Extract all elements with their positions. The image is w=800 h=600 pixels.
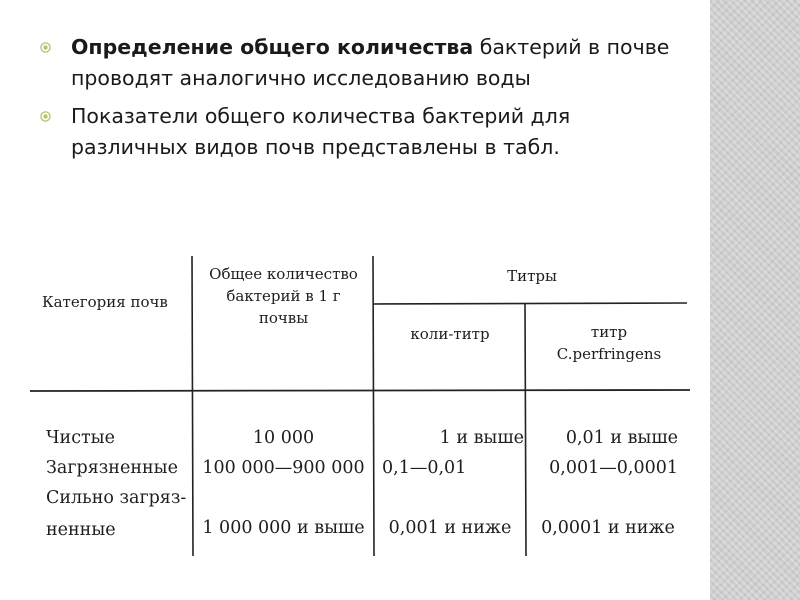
bullet-list [40, 32, 680, 170]
soil-bacteria-table [30, 252, 692, 558]
row-1-perfringens: 0,01 и выше [565, 428, 678, 448]
target-circle-bullet-icon [40, 42, 51, 53]
header-titers: Титры [507, 267, 557, 285]
bullet-2-text: Показатели общего количества бактерий для различных видов почв представлены в табл. [71, 104, 571, 159]
row-2-perfringens: 0,001—0,0001 [549, 458, 678, 478]
header-total-line-1: Общее количество [209, 265, 358, 283]
row-3-perfringens: 0,0001 и ниже [541, 518, 675, 538]
bullet-item-1 [40, 32, 680, 94]
bullet-1-bold-text: Определение общего количества [71, 35, 474, 59]
row-2-category: Загрязненные [46, 458, 178, 478]
row-3-total: 1 000 000 и выше [202, 518, 365, 538]
row-3-category-line-1: Сильно загряз- [46, 488, 187, 508]
row-3-category-line-2: ненные [46, 520, 116, 540]
row-2-coli: 0,1—0,01 [382, 458, 467, 478]
header-total-line-3: почвы [258, 309, 309, 327]
target-circle-bullet-icon [40, 111, 51, 122]
row-1-category: Чистые [46, 428, 115, 448]
header-perfringens-line-2: C.perfringens [556, 345, 662, 363]
bullet-item-2 [40, 101, 680, 163]
header-total-line-2: бактерий в 1 г [226, 287, 341, 305]
header-category: Категория почв [42, 293, 168, 311]
header-coli-titer: коли-титр [410, 325, 490, 343]
row-1-coli: 1 и выше [439, 428, 524, 448]
decorative-side-band [710, 0, 800, 600]
row-2-total: 100 000—900 000 [202, 458, 365, 478]
row-3-coli: 0,001 и ниже [388, 518, 512, 538]
header-perfringens-line-1: титр [590, 323, 628, 341]
bullet-1-text: бактерий в почве проводят аналогично исследованию воды [71, 35, 670, 90]
row-1-total: 10 000 [252, 428, 315, 448]
